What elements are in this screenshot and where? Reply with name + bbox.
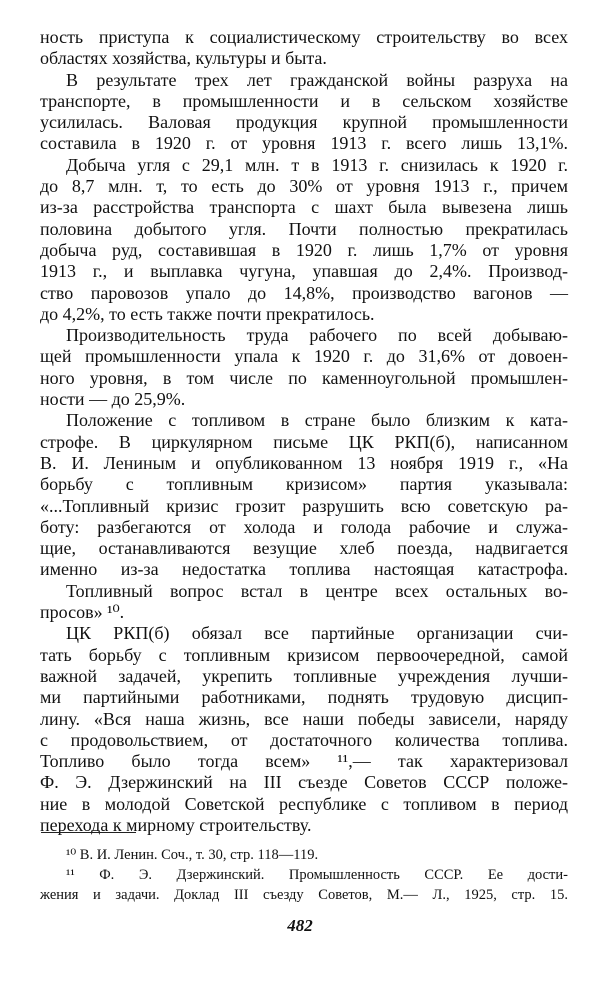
footnote-line: ¹⁰ В. И. Ленин. Соч., т. 30, стр. 118—119. — [66, 847, 319, 863]
text-line: Положение с топливом в стране было близким к ката- — [66, 410, 568, 431]
text-line: просов» ¹⁰. — [40, 602, 125, 623]
text-line: добыча руд, составившая в 1920 г. лишь 1,7% от уровня — [40, 239, 568, 260]
footnotes — [40, 845, 568, 905]
text-line: ство паровозов упало до 14,8%, производство вагонов — — [40, 282, 568, 303]
text-line: Ф. Э. Дзержинский на III съезде Советов СССР положе- — [40, 772, 568, 793]
footnote-line: жения и задачи. Доклад III съезду Советов, М.— Л., 1925, стр. 15. — [40, 887, 568, 903]
text-line: перехода к мирному строительству. — [40, 814, 312, 835]
text-line: половина добытого угля. Почти полностью прекратилась — [40, 218, 568, 239]
text-line: В результате трех лет гражданской войны разруха на — [66, 69, 568, 90]
footnote-line: ¹¹ Ф. Э. Дзержинский. Промышленность СССР. Ее дости- — [66, 867, 568, 883]
text-line: до 4,2%, то есть также почти прекратилось. — [40, 303, 375, 324]
body-text — [40, 27, 568, 836]
text-line: Топливо было тогда всем» ¹¹,— так характеризовал — [40, 751, 568, 772]
page-number: 482 — [287, 916, 313, 935]
text-line: щей промышленности упала к 1920 г. до 31,6% от довоен- — [40, 346, 568, 367]
text-line: важной задачей, укрепить топливные учреждения лучши- — [40, 665, 568, 686]
text-line: составила в 1920 г. от уровня 1913 г. всего лишь 13,1%. — [40, 133, 568, 154]
text-line: транспорте, в промышленности и в сельском хозяйстве — [40, 90, 568, 111]
text-line: Производительность труда рабочего по всей добываю- — [66, 325, 568, 346]
text-line: ми партийными работниками, поднять трудовую дисцип- — [40, 687, 568, 708]
text-line: тать борьбу с топливным кризисом первоочередной, самой — [40, 644, 568, 665]
text-line: боту: разбегаются от холода и голода рабочие и служа- — [40, 516, 568, 537]
text-line: борьбу с топливным кризисом» партия указывала: — [40, 474, 568, 495]
text-line: ного уровня, в том числе по каменноугольной промышлен- — [40, 367, 568, 388]
text-line: Топливный вопрос встал в центре всех остальных во- — [66, 580, 568, 601]
text-line: усилилась. Валовая продукция крупной промышленности — [40, 112, 568, 133]
text-line: с продовольствием, от достаточного количества топлива. — [40, 729, 568, 750]
text-line: «...Топливный кризис грозит разрушить всю советскую ра- — [40, 495, 568, 516]
text-line: ности — до 25,9%. — [40, 389, 186, 410]
text-line: строфе. В циркулярном письме ЦК РКП(б), написанном — [40, 431, 568, 452]
text-line: В. И. Лениным и опубликованном 13 ноября 1919 г., «На — [40, 452, 568, 473]
text-line: ность приступа к социалистическому строительству во всех — [40, 27, 568, 47]
text-line: лину. «Вся наша жизнь, все наши победы зависели, наряду — [40, 708, 568, 729]
footnote-separator — [41, 832, 136, 833]
text-line: ЦК РКП(б) обязал все партийные организации счи- — [66, 623, 568, 644]
text-line: до 8,7 млн. т, то есть до 30% от уровня 1913 г., причем — [40, 176, 568, 197]
text-line: областях хозяйства, культуры и быта. — [40, 48, 327, 69]
text-line: именно из-за недостатка топлива настоящая катастрофа. — [40, 559, 568, 580]
text-line: щие, останавливаются везущие хлеб поезда, надвигается — [40, 538, 568, 559]
text-line: 1913 г., и выплавка чугуна, упавшая до 2,4%. Производ- — [40, 261, 568, 282]
text-line: из-за расстройства транспорта с шахт была вывезена лишь — [40, 197, 568, 218]
text-line: ние в молодой Советской республике с топливом в период — [40, 793, 568, 814]
text-line: Добыча угля с 29,1 млн. т в 1913 г. снизилась к 1920 г. — [66, 154, 568, 175]
